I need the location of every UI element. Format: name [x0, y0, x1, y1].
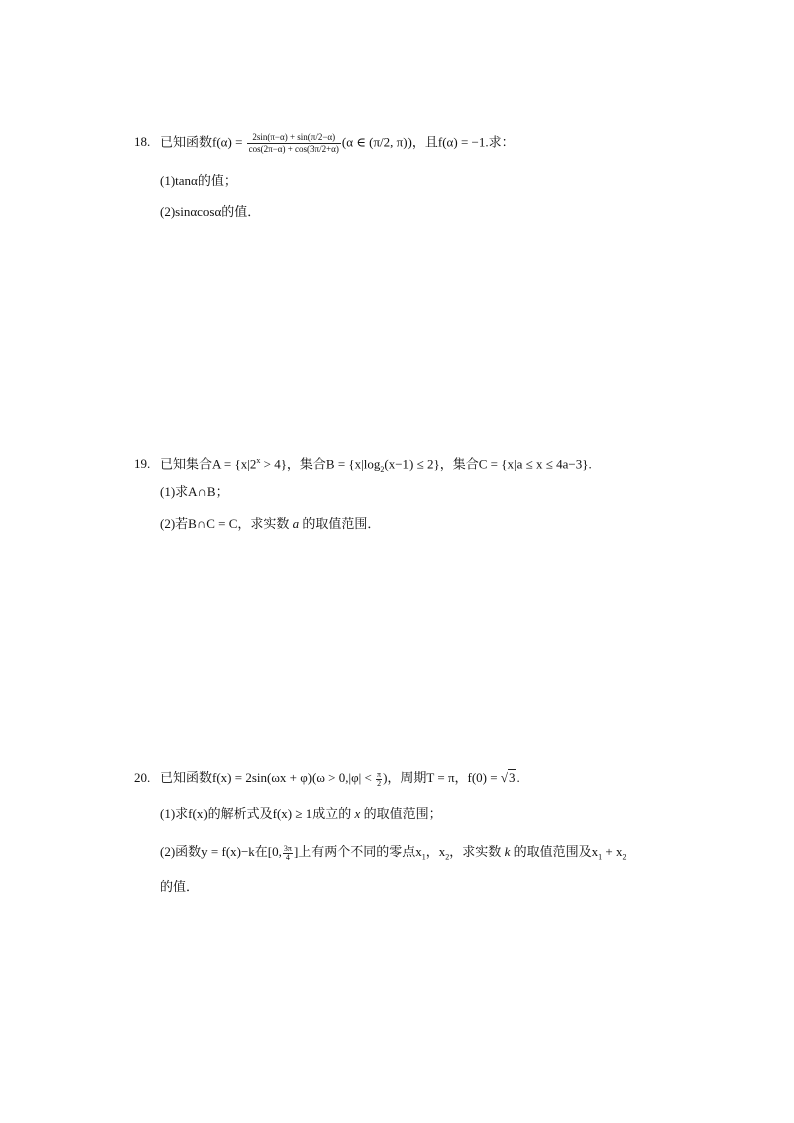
part-text: 的取值范围．: [299, 516, 381, 531]
question-number: 20.: [134, 770, 151, 785]
set-c-text: (x−1) ≤ 2}，集合C = {x|a ≤ x ≤ 4a−3}.: [384, 456, 592, 472]
part-text: 的取值范围；: [360, 806, 442, 821]
fraction-denominator: 2: [377, 778, 382, 788]
log-base: 2: [380, 464, 385, 474]
domain-condition: (α ∈ (π/2, π)): [341, 134, 412, 150]
sqrt-radicand: 3: [508, 770, 516, 785]
question-19-part-1: (1)求A∩B；: [160, 484, 229, 499]
period-text: )，周期T = π，f(0) =: [383, 770, 501, 785]
fraction-numerator: 3π: [283, 843, 292, 853]
part-text: (2)函数y = f(x)−k在[0,: [160, 844, 282, 859]
part-text: + x: [602, 844, 623, 859]
part-text: ，x: [425, 844, 446, 859]
fraction-numerator: 2sin(π−α) + sin(π/2−α): [247, 132, 341, 144]
variable-a: a: [292, 516, 300, 531]
part-text: ，求实数: [449, 844, 505, 859]
question-19-stem: [134, 452, 592, 479]
function-expression: f(α) =: [212, 134, 243, 150]
question-lead: 已知函数: [160, 134, 213, 150]
question-19-part-2: [160, 515, 380, 533]
part-text: ]上有两个不同的零点x: [293, 844, 422, 859]
question-18-stem: [134, 132, 515, 155]
question-number: 19.: [134, 456, 151, 472]
variable-x: x: [354, 806, 361, 821]
subscript: 2: [622, 852, 627, 862]
question-20-part-1: [160, 805, 442, 823]
question-20-stem: 20. 已知函数f(x) = 2sin(ωx + φ)(ω > 0,|φ| < $\frac{\pi}{2}$ )，周期T = π，f(0) = √3.: [134, 769, 520, 788]
question-20-part-2: [160, 843, 626, 867]
part-text: 的取值范围及x: [510, 844, 599, 859]
question-18-part-1: (1)tanα的值；: [160, 173, 237, 188]
question-20-part-2-continued: 的值．: [160, 879, 200, 894]
set-a-text: 已知集合A = {x|2: [160, 456, 257, 472]
question-18-part-2: (2)sinαcosα的值．: [160, 204, 261, 219]
function-text: 已知函数f(x) = 2sin(ωx + φ)(ω > 0,|φ| <: [160, 770, 376, 785]
fraction-pi-over-2: [376, 771, 382, 788]
fraction-numerator: π: [377, 769, 382, 779]
period-end: .: [516, 770, 520, 785]
given-condition: ，且f(α) = −1.求：: [411, 134, 515, 150]
variable-k: k: [504, 844, 511, 859]
part-text: (1)求f(x)的解析式及f(x) ≥ 1成立的: [160, 806, 355, 821]
subscript: 1: [598, 852, 603, 862]
subscript: 2: [445, 852, 450, 862]
fraction-denominator: 4: [285, 852, 290, 862]
part-text: (2)若B∩C = C，求实数: [160, 516, 293, 531]
exponent: x: [256, 456, 261, 465]
subscript: 1: [421, 852, 426, 862]
set-b-text: > 4}，集合B = {x|log: [260, 456, 381, 472]
fraction-denominator: cos(2π−α) + cos(3π/2+α): [248, 144, 339, 154]
fraction-3pi-over-4: [283, 845, 293, 862]
question-number: 18.: [134, 134, 151, 150]
fraction: [247, 132, 341, 155]
